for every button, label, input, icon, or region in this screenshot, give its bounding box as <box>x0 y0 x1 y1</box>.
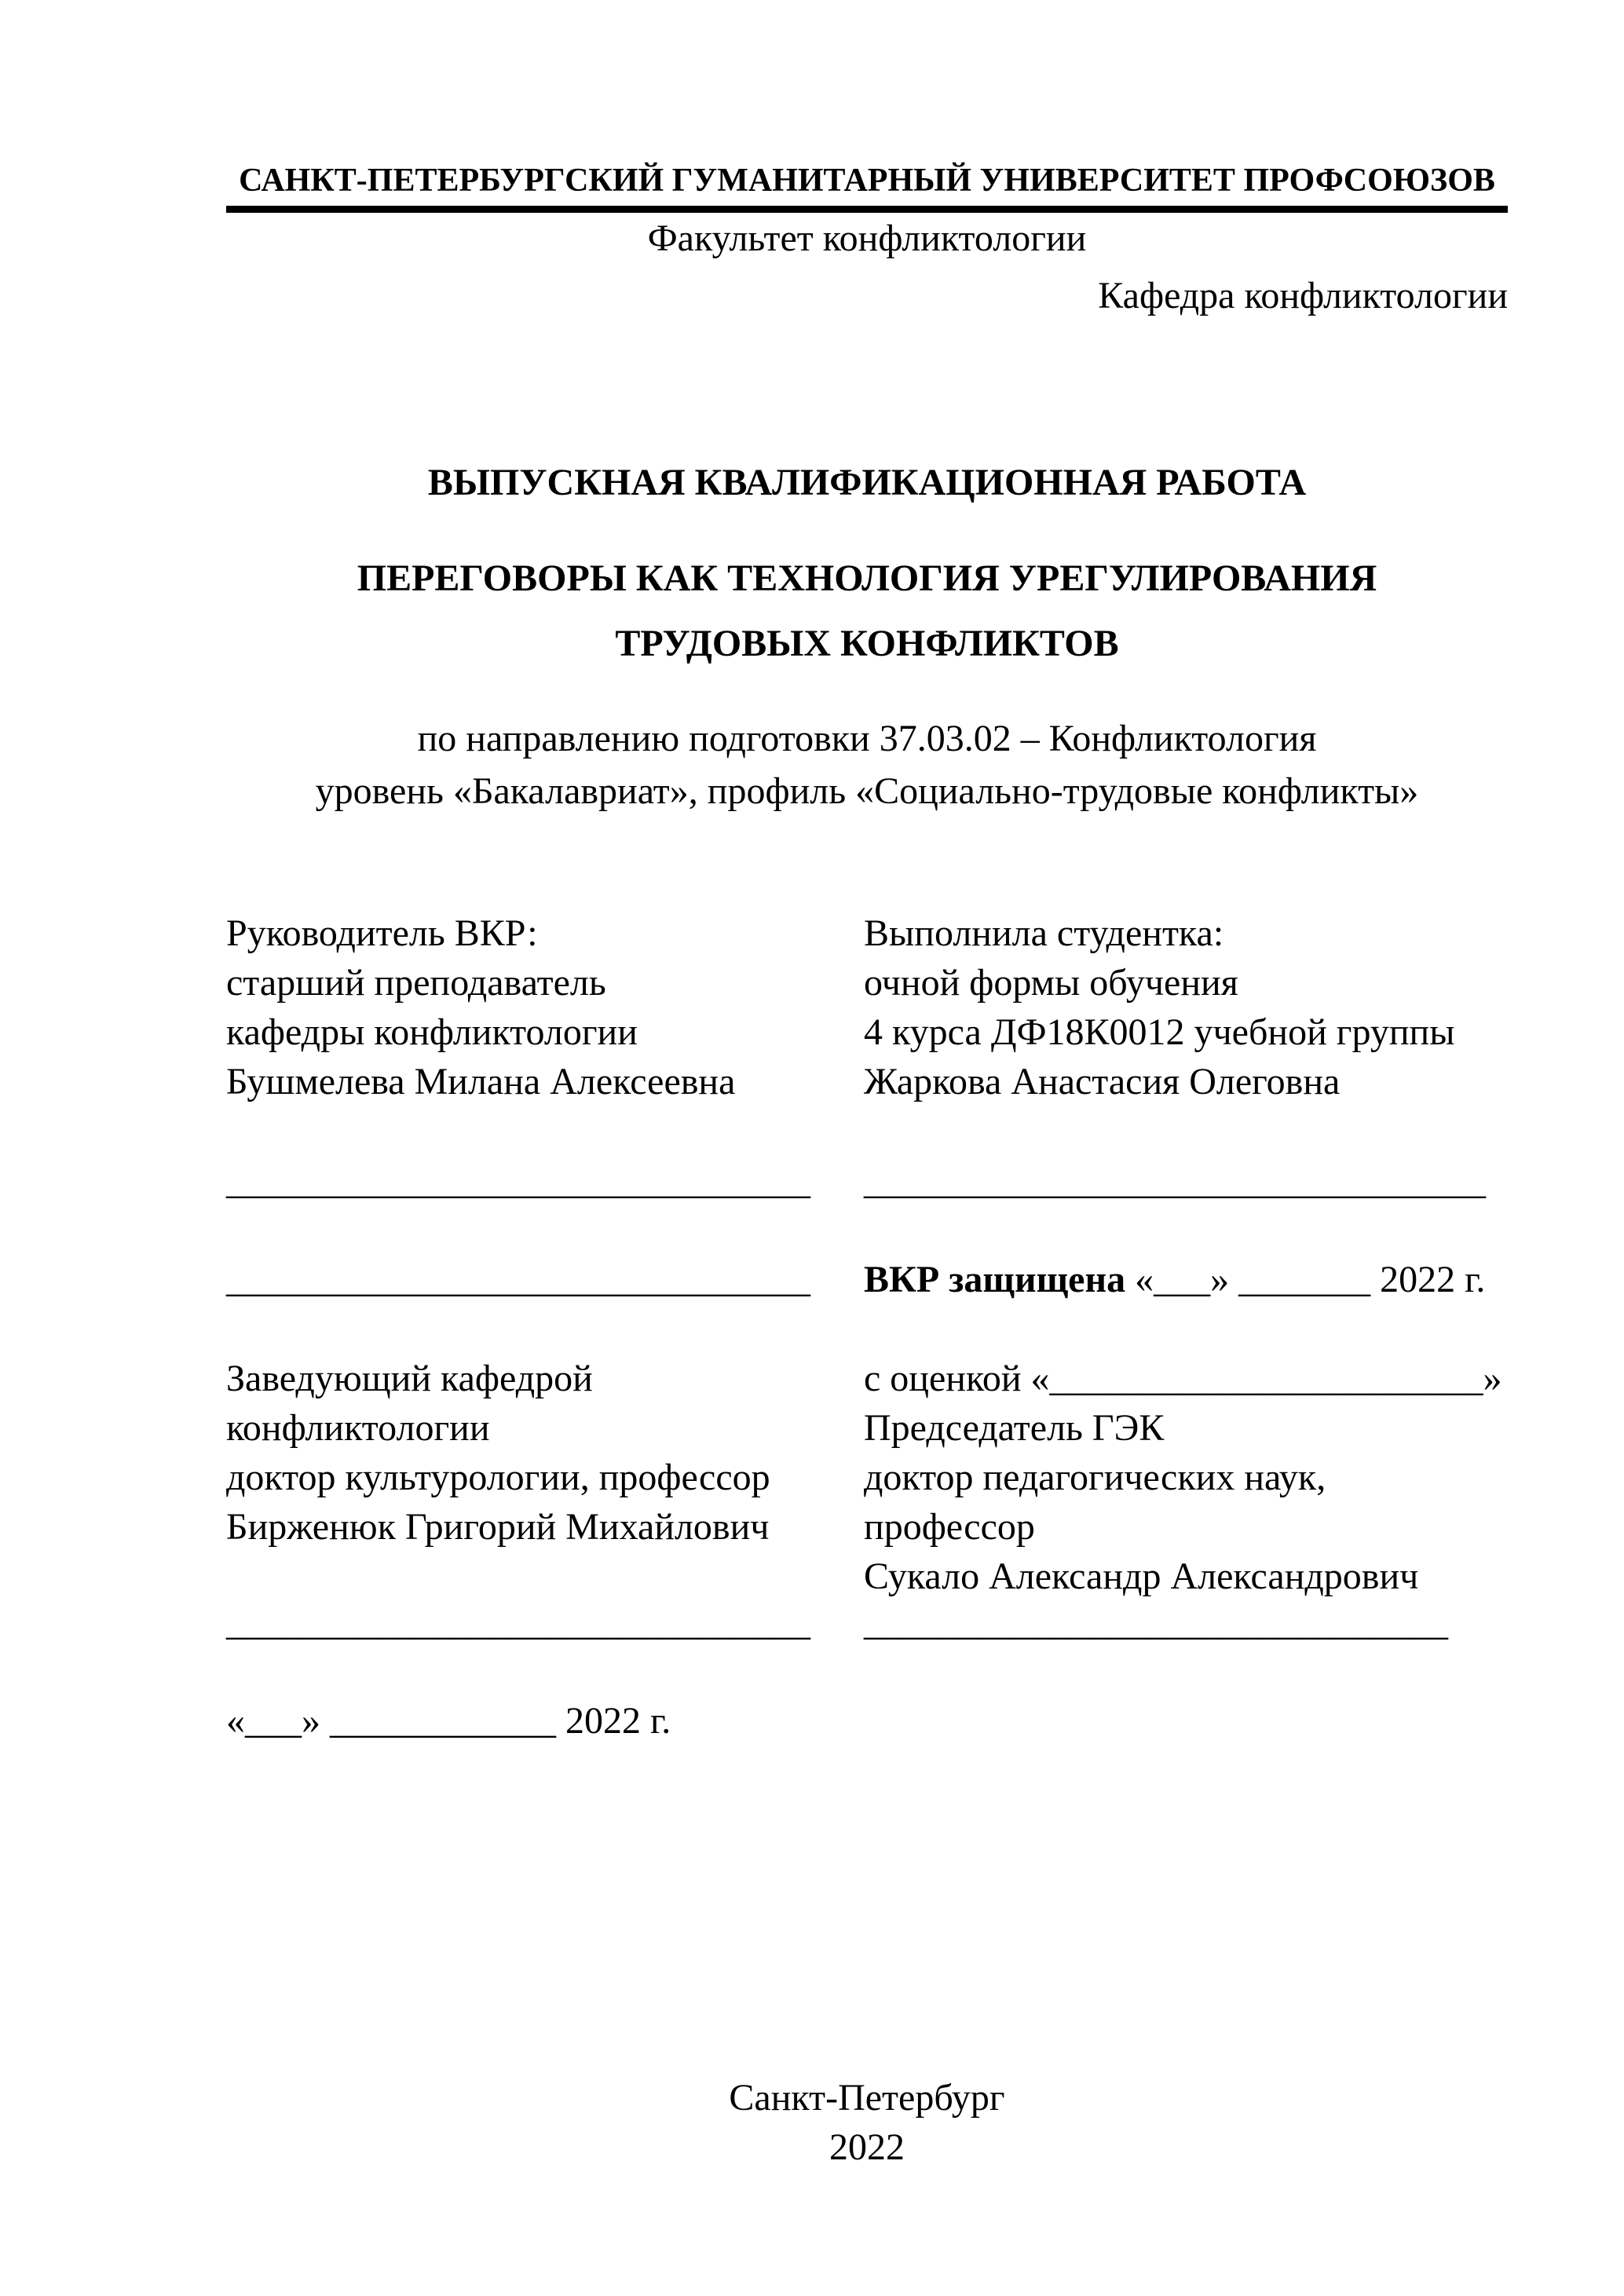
student-group: 4 курса ДФ18К0012 учебной группы <box>864 1011 1455 1053</box>
head-name: Бирженюк Григорий Михайлович <box>226 1506 770 1548</box>
student-block <box>864 909 1454 1106</box>
supervisor-signature-line-1: _______________________________ <box>226 1161 810 1202</box>
committee-degree: доктор педагогических наук, <box>864 1457 1326 1498</box>
supervisor-department: кафедры конфликтологии <box>226 1011 638 1053</box>
student-signature-line: _________________________________ <box>864 1161 1486 1202</box>
head-department: конфликтологии <box>226 1407 490 1449</box>
supervisor-heading: Руководитель ВКР: <box>226 912 538 954</box>
footer-city: Санкт-Петербург <box>729 2077 1005 2119</box>
supervisor-position: старший преподаватель <box>226 962 606 1004</box>
header-rule <box>226 206 1508 213</box>
department-line: Кафедра конфликтологии <box>1098 275 1508 316</box>
committee-block <box>864 1354 1502 1601</box>
supervisor-block <box>226 909 735 1106</box>
work-topic-line2: ТРУДОВЫХ КОНФЛИКТОВ <box>615 623 1119 664</box>
head-date-line: «___» ____________ 2022 г. <box>226 1700 671 1742</box>
grade-line: с оценкой «_______________________» <box>864 1358 1502 1399</box>
level-profile-line: уровень «Бакалавриат», профиль «Социально-трудовые конфликты» <box>315 770 1419 812</box>
supervisor-signature-line-2: _______________________________ <box>226 1259 810 1300</box>
defense-date-blanks: «___» _______ 2022 г. <box>1125 1259 1486 1300</box>
faculty-line: Факультет конфликтологии <box>647 218 1087 259</box>
student-name: Жаркова Анастасия Олеговна <box>864 1061 1341 1102</box>
footer-year: 2022 <box>829 2126 905 2168</box>
committee-chair-name: Сукало Александр Александрович <box>864 1556 1419 1597</box>
committee-chair-heading: Председатель ГЭК <box>864 1407 1165 1449</box>
defense-date-line <box>864 1255 1485 1304</box>
work-type-title: ВЫПУСКНАЯ КВАЛИФИКАЦИОННАЯ РАБОТА <box>427 462 1307 503</box>
head-heading: Заведующий кафедрой <box>226 1358 593 1399</box>
student-heading: Выполнила студентка: <box>864 912 1224 954</box>
head-signature-line: _______________________________ <box>226 1602 810 1643</box>
committee-signature-line: _______________________________ <box>864 1602 1448 1643</box>
committee-rank: профессор <box>864 1506 1035 1548</box>
defense-date-label: ВКР защищена <box>864 1259 1126 1300</box>
head-of-department-block <box>226 1354 770 1552</box>
supervisor-name: Бушмелева Милана Алексеевна <box>226 1061 736 1102</box>
student-study-form: очной формы обучения <box>864 962 1238 1004</box>
university-name: САНКТ-ПЕТЕРБУРГСКИЙ ГУМАНИТАРНЫЙ УНИВЕРСИТЕТ ПРОФСОЮЗОВ <box>239 163 1495 199</box>
work-topic-line1: ПЕРЕГОВОРЫ КАК ТЕХНОЛОГИЯ УРЕГУЛИРОВАНИЯ <box>357 558 1377 599</box>
head-degree: доктор культурологии, профессор <box>226 1457 770 1498</box>
program-line: по направлению подготовки 37.03.02 – Конфликтология <box>417 718 1317 759</box>
